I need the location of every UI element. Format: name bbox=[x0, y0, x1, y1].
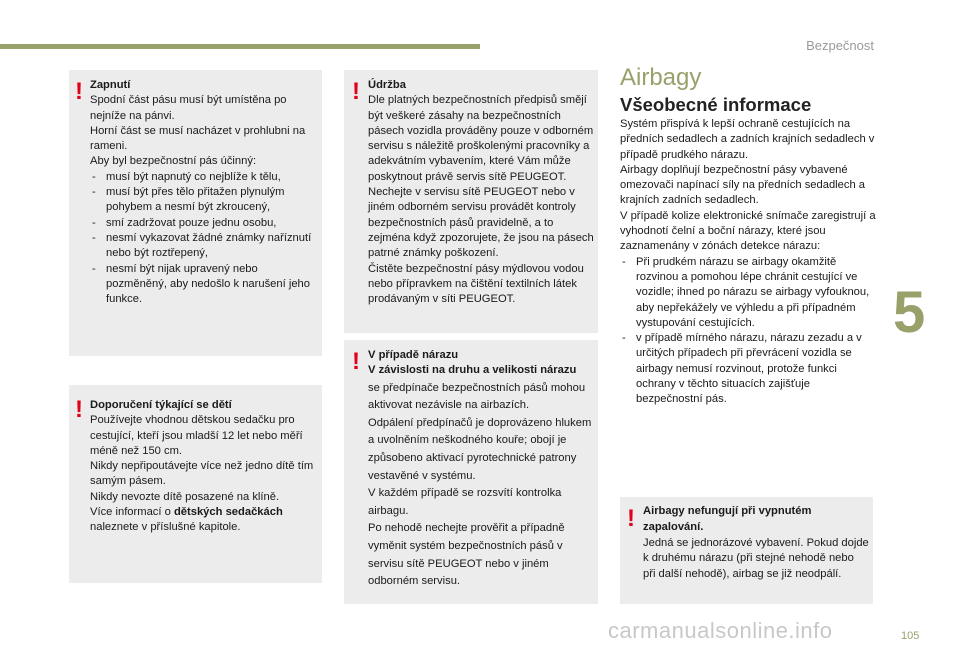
maintenance-title: Údržba bbox=[368, 79, 406, 91]
airbags-list-item: - Při prudkém nárazu se airbagy okamžitě rozvinou a pomohou lépe chránit cestující ve vozidle; ihned po nárazu se airbagy vyfouknou, aby nepřekážely ve výhledu a při případném vystupování cestujících. bbox=[620, 255, 878, 331]
airbag-off-warning-text bbox=[643, 504, 869, 583]
belt-list-item: - nesmí vykazovat žádné známky naříznutí nebo být roztřepený, bbox=[90, 231, 316, 262]
warning-icon: ! bbox=[75, 78, 83, 105]
airbags-paragraph: Airbagy doplňují bezpečnostní pásy vybavené omezovači napínací síly na předních sedadlech a krajních zadních sedadlech. bbox=[620, 163, 866, 207]
impact-paragraph: V každém případě se rozsvítí kontrolka airbagu. bbox=[368, 487, 562, 517]
children-title: Doporučení týkající se dětí bbox=[90, 399, 232, 411]
belt-list-item: - smí zadržovat pouze jednu osobu, bbox=[90, 216, 316, 231]
warning-icon: ! bbox=[75, 396, 83, 423]
belt-list-item: - nesmí být nijak upravený nebo pozměněný, aby nedošlo k narušení jeho funkce. bbox=[90, 262, 316, 308]
section-title: Bezpečnost bbox=[806, 38, 874, 53]
impact-subtitle: V závislosti na druhu a velikosti nárazu bbox=[368, 364, 577, 377]
section-heading: Airbagy bbox=[620, 64, 702, 91]
child-seats-link-text: dětských sedačkách bbox=[173, 506, 283, 519]
airbags-list-item: - v případě mírného nárazu, nárazu zezadu a v určitých případech při převrácení vozidla se airbagy nemusí rozvinout, protože funkci ochrany v těchto situacích zajišťuje bezpečnostní pás. bbox=[620, 331, 878, 407]
children-paragraph: Nikdy nevozte dítě posazené na klíně. bbox=[90, 490, 280, 503]
warning-icon: ! bbox=[352, 78, 360, 105]
impact-title: V případě nárazu bbox=[368, 349, 459, 361]
impact-paragraph: Odpálení předpínačů je doprovázeno hlukem a uvolněním neškodného kouře; obojí je způsobeno aktivací pyrotechnické patrony vestavěné v systému. bbox=[368, 416, 592, 482]
warning-icon: ! bbox=[627, 505, 635, 532]
children-paragraph: Používejte vhodnou dětskou sedačku pro cestující, kteří jsou mladší 12 let nebo měří méně než 150 cm. bbox=[90, 414, 303, 457]
children-paragraph: Nikdy nepřipoutávejte více než jedno dítě tím samým pásem. bbox=[90, 460, 314, 488]
belt-list-item: - musí být napnutý co nejblíže k tělu, bbox=[90, 170, 316, 185]
children-paragraph: Více informací o dětských sedačkách naleznete v příslušné kapitole. bbox=[90, 506, 283, 534]
impact-paragraph: se předpínače bezpečnostních pásů mohou aktivovat nezávisle na airbazích. bbox=[368, 381, 586, 412]
maintenance-paragraph: Dle platných bezpečnostních předpisů smějí být veškeré zásahy na bezpečnostních pásech vozidla prováděny pouze v odborném servisu s náležitě proškolenými pracovníky a adekvátním vybavením, které Vám může poskytnout právě servis sítě PEUGEOT. bbox=[368, 94, 594, 183]
belt-paragraph: Spodní část pásu musí být umístěna po nejníže na pánvi. bbox=[90, 94, 287, 122]
airbags-paragraph: V případě kolize elektronické snímače zaregistrují a vyhodnotí čelní a boční nárazy, které jsou zaznamenány v zónách detekce nárazu: bbox=[620, 209, 876, 253]
belt-list-item: - musí být přes tělo přitažen plynulým pohybem a nesmí být zkroucený, bbox=[90, 185, 316, 216]
impact-warning-text bbox=[368, 348, 594, 591]
belt-title: Zapnutí bbox=[90, 79, 131, 91]
maintenance-paragraph: Nechejte v servisu sítě PEUGEOT nebo v jiném odborném servisu provádět kontroly bezpečnostních pásů pravidelně, a to zejména když zpozorujete, že jsou na pásech patrné známky poškození. bbox=[368, 186, 594, 260]
belt-paragraph: Horní část se musí nacházet v prohlubni na rameni. bbox=[90, 124, 306, 153]
maintenance-paragraph: Čistěte bezpečnostní pásy mýdlovou vodou nebo přípravkem na čištění textilních látek prodávaným v síti PEUGEOT. bbox=[368, 262, 584, 306]
belt-warning-text bbox=[90, 78, 316, 307]
children-warning-text bbox=[90, 398, 316, 536]
airbag-off-title: Airbagy nefungují při vypnutém zapalování. bbox=[643, 505, 812, 533]
watermark: carmanualsonline.info bbox=[608, 618, 833, 643]
chapter-number: 5 bbox=[893, 280, 926, 345]
airbags-body bbox=[620, 117, 878, 408]
airbags-paragraph: Systém přispívá k lepší ochraně cestujících na předních sedadlech a zadních krajních sedadlech v případě prudkého nárazu. bbox=[620, 118, 875, 161]
header-bar bbox=[0, 44, 480, 49]
belt-paragraph: Aby byl bezpečnostní pás účinný: bbox=[90, 155, 257, 168]
impact-paragraph: Po nehodě nechejte prověřit a případně vyměnit systém bezpečnostních pásů v servisu sítě PEUGEOT nebo v jiném odborném servisu. bbox=[368, 522, 565, 588]
subsection-heading: Všeobecné informace bbox=[620, 94, 812, 115]
maintenance-warning-text bbox=[368, 78, 594, 307]
airbag-off-paragraph: Jedná se jednorázové vybavení. Pokud dojde k druhému nárazu (při stejné nehodě nebo při další nehodě), airbag se již neodpálí. bbox=[643, 536, 869, 581]
page-number: 105 bbox=[901, 630, 920, 642]
warning-icon: ! bbox=[352, 348, 360, 375]
